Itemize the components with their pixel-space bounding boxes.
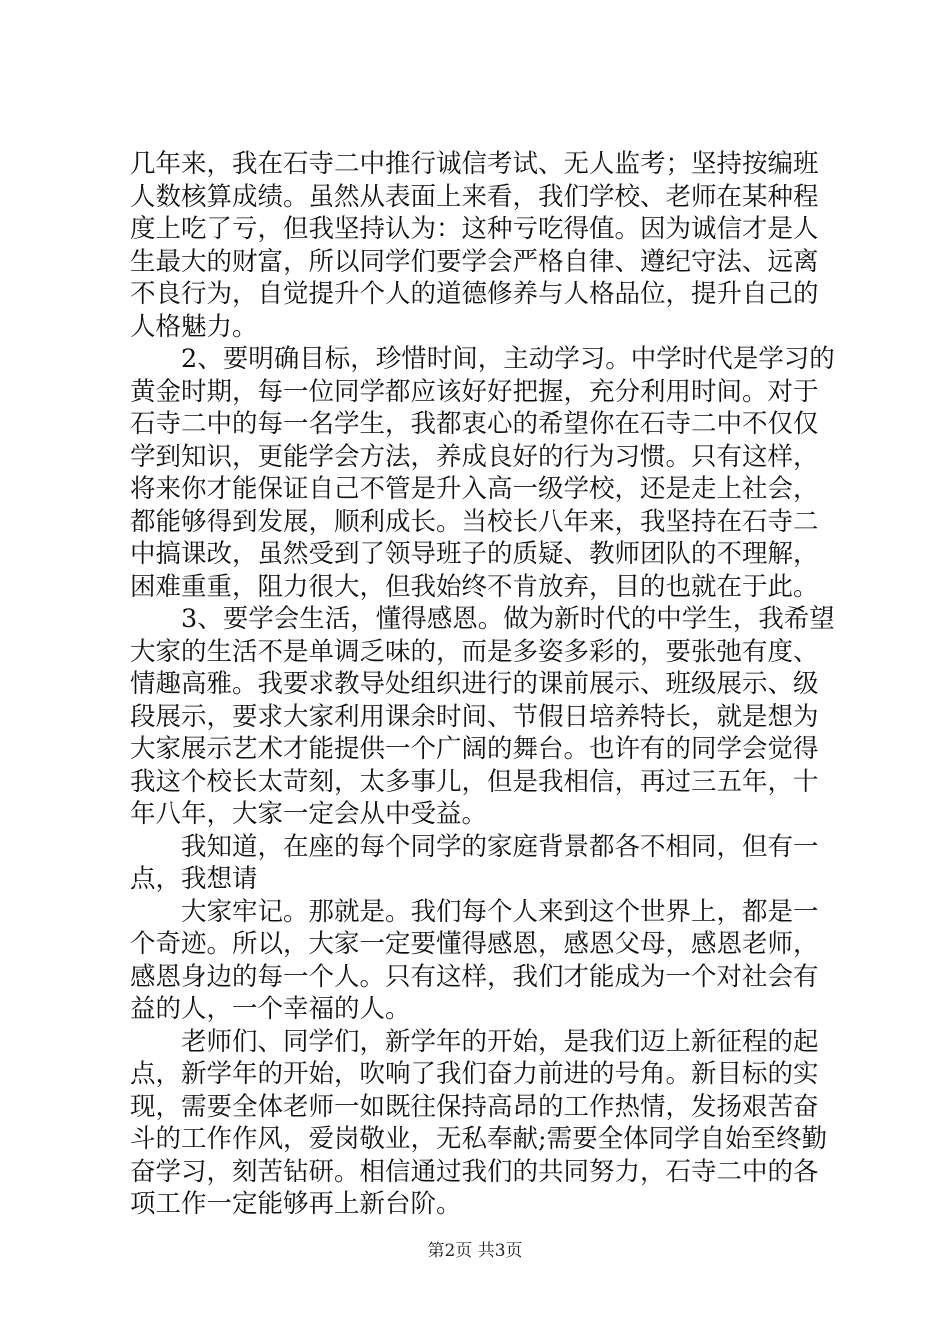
text-line: 人数核算成绩。虽然从表面上来看，我们学校、老师在某种程 <box>130 181 819 212</box>
text-line: 度上吃了亏，但我坚持认为：这种亏吃得值。因为诚信才是人 <box>130 214 819 244</box>
text-line: 大家牢记。那就是。我们每个人来到这个世界上，都是一 <box>181 896 819 927</box>
text-line: 感恩身边的每一个人。只有这样，我们才能成为一个对社会有 <box>130 961 819 992</box>
text-line: 将来你才能保证自己不管是升入高一级学校，还是走上社会， <box>130 474 819 504</box>
text-line: 段展示，要求大家利用课余时间、节假日培养特长，就是想为 <box>130 701 819 732</box>
text-line: 点，我想请 <box>130 864 258 894</box>
text-line: 大家展示艺术才能提供一个广阔的舞台。也许有的同学会觉得 <box>130 734 819 764</box>
text-line: 年八年，大家一定会从中受益。 <box>130 799 488 829</box>
text-line: 个奇迹。所以，大家一定要懂得感恩，感恩父母，感恩老师， <box>130 929 819 959</box>
page-footer: 第2页 共3页 <box>427 1241 523 1261</box>
text-line: 黄金时期，每一位同学都应该好好把握，充分利用时间。对于 <box>130 376 819 407</box>
text-line: 大家的生活不是单调乏味的，而是多姿多彩的，要张弛有度、 <box>130 636 819 667</box>
text-line: 都能够得到发展，顺利成长。当校长八年来，我坚持在石寺二 <box>130 506 819 537</box>
text-line: 现，需要全体老师一如既往保持高昂的工作热情，发扬艰苦奋 <box>130 1091 819 1122</box>
text-line: 点，新学年的开始，吹响了我们奋力前进的号角。新目标的实 <box>130 1059 819 1089</box>
text-line: 生最大的财富，所以同学们要学会严格自律、遵纪守法、远离 <box>130 246 819 277</box>
text-line: 我知道，在座的每个同学的家庭背景都各不相同，但有一 <box>181 831 819 862</box>
text-line: 项工作一定能够再上新台阶。 <box>130 1189 462 1219</box>
text-line: 学到知识，更能学会方法，养成良好的行为习惯。只有这样， <box>130 441 819 472</box>
text-line: 老师们、同学们，新学年的开始，是我们迈上新征程的起 <box>181 1026 819 1057</box>
text-line: 困难重重，阻力很大，但我始终不肯放弃，目的也就在于此。 <box>130 571 819 602</box>
text-line: 3、要学会生活，懂得感恩。做为新时代的中学生，我希望 <box>181 604 835 634</box>
text-line: 我这个校长太苛刻，太多事儿，但是我相信，再过三五年，十 <box>130 766 819 797</box>
text-line: 情趣高雅。我要求教导处组织进行的课前展示、班级展示、级 <box>130 669 819 699</box>
text-line: 斗的工作作风，爱岗敬业，无私奉献;需要全体同学自始至终勤 <box>130 1124 828 1154</box>
text-line: 石寺二中的每一名学生，我都衷心的希望你在石寺二中不仅仅 <box>130 409 819 439</box>
text-line: 人格魅力。 <box>130 311 258 342</box>
text-line: 益的人，一个幸福的人。 <box>130 994 411 1024</box>
text-line: 中搞课改，虽然受到了领导班子的质疑、教师团队的不理解， <box>130 539 819 569</box>
document-body <box>130 148 835 1221</box>
text-line: 2、要明确目标，珍惜时间，主动学习。中学时代是学习的 <box>181 344 835 374</box>
text-line: 奋学习，刻苦钻研。相信通过我们的共同努力，石寺二中的各 <box>130 1156 819 1187</box>
text-line: 几年来，我在石寺二中推行诚信考试、无人监考；坚持按编班 <box>130 149 819 179</box>
text-line: 不良行为，自觉提升个人的道德修养与人格品位，提升自己的 <box>130 279 819 309</box>
